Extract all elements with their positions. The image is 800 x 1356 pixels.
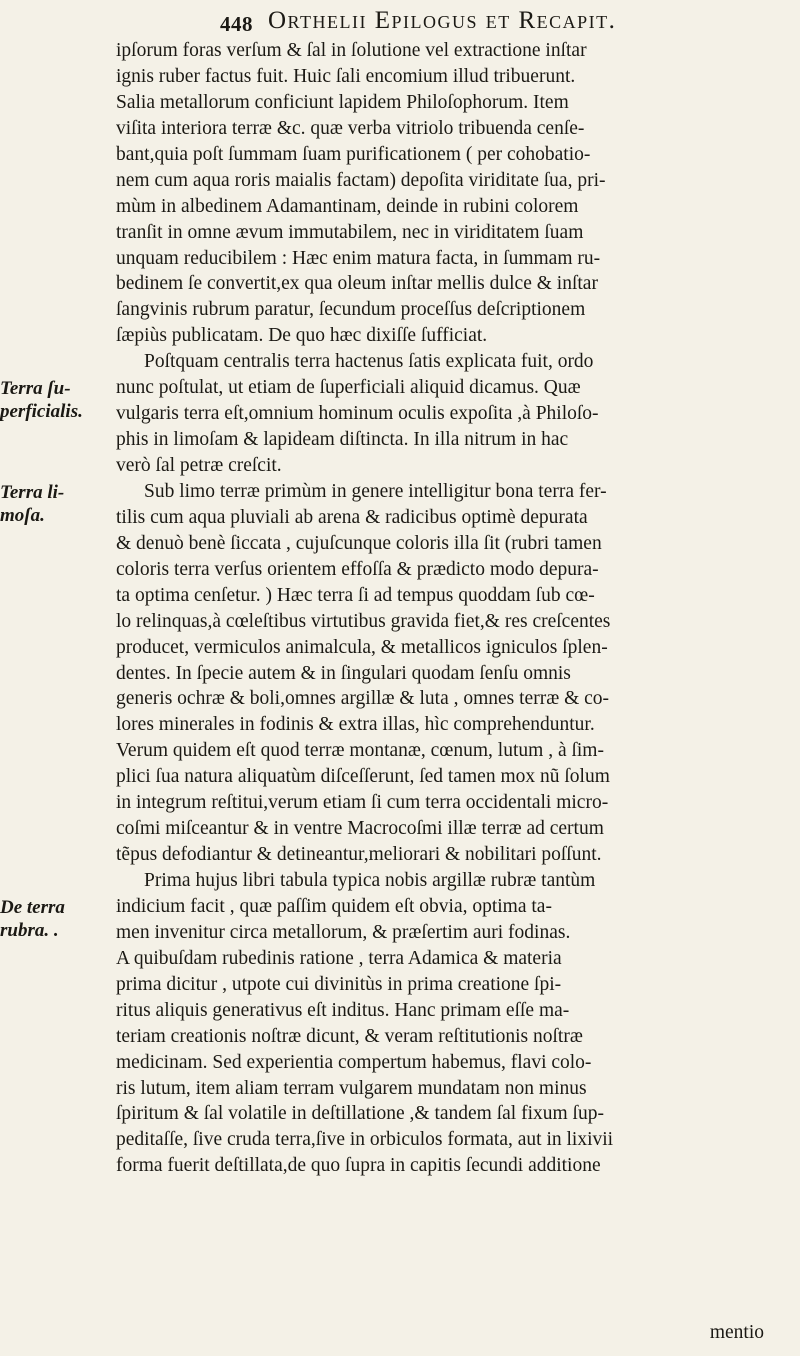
margin-notes xyxy=(0,0,110,1356)
text-line: Salia metallorum conficiunt lapidem Philoſophorum. Item xyxy=(116,91,569,113)
text-line: ſpiritum & ſal volatile in deſtillatione ,& tandem ſal fixum ſup- xyxy=(116,1103,604,1125)
text-line: producet, vermiculos animalcula, & metallicos igniculos ſplen- xyxy=(116,636,608,658)
text-line: coloris terra verſus orientem effoſſa & prædicto modo depura- xyxy=(116,558,599,580)
text-line: A quibuſdam rubedinis ratione , terra Adamica & materia xyxy=(116,947,562,969)
text-line: Verum quidem eſt quod terræ montanæ, cœnum, lutum , à ſim- xyxy=(116,740,604,762)
text-line: teriam creationis noſtræ dicunt, & veram reſtitutionis noſtræ xyxy=(116,1025,583,1047)
text-line: coſmi miſceantur & in ventre Macrocoſmi illæ terræ ad certum xyxy=(116,818,604,840)
text-line: tẽpus defodiantur & detineantur,meliorari & nobilitari poſſunt. xyxy=(116,844,602,866)
text-line: ta optima cenſetur. ) Hæc terra ſi ad tempus quoddam ſub cœ- xyxy=(116,584,595,606)
text-line: verò ſal petræ creſcit. xyxy=(116,455,282,476)
text-line: forma fuerit deſtillata,de quo ſupra in capitis ſecundi additione xyxy=(116,1155,601,1177)
margin-note: Terra li- moſa. xyxy=(0,482,65,527)
text-line: ignis ruber factus fuit. Huic ſali encomium illud tribuerunt. xyxy=(116,65,576,87)
text-line: nunc poſtulat, ut etiam de ſuperficiali aliquid dicamus. Quæ xyxy=(116,377,581,399)
text-line: dentes. In ſpecie autem & in ſingulari quodam ſenſu omnis xyxy=(116,662,571,684)
text-line: tilis cum aqua pluviali ab arena & radicibus optimè depurata xyxy=(116,506,588,528)
text-line: lo relinquas,à cœleſtibus virtutibus gravida fiet,& res creſcentes xyxy=(116,610,611,632)
text-line: lores minerales in fodinis & extra illas, hìc comprehenduntur. xyxy=(116,714,595,736)
text-line: viſita interiora terræ &c. quæ verba vitriolo tribuenda cenſe- xyxy=(116,117,585,139)
text-line: nem cum aqua roris maialis factam) depoſita viriditate ſua, pri- xyxy=(116,169,606,191)
text-line: ſangvinis rubrum paratur, ſecundum proceſſus deſcriptionem xyxy=(116,299,586,321)
text-line: ritus aliquis generativus eſt inditus. Hanc primam eſſe ma- xyxy=(116,999,570,1021)
text-line: plici ſua natura aliquatùm diſceſſerunt, ſed tamen mox nũ ſolum xyxy=(116,766,610,788)
margin-note: Terra ſu- perficialis. xyxy=(0,378,83,423)
text-line: mùm in albedinem Adamantinam, deinde in rubini colorem xyxy=(116,195,579,217)
text-line: Sub limo terræ primùm in genere intelligitur bona terra fer- xyxy=(144,480,607,502)
text-line: bant,quia poſt ſummam ſuam purificationem ( per cohobatio- xyxy=(116,143,591,165)
text-line: & denuò benè ſiccata , cujuſcunque coloris illa ſit (rubri tamen xyxy=(116,532,602,554)
text-line: ris lutum, item aliam terram vulgarem mundatam non minus xyxy=(116,1077,587,1099)
text-line: men invenitur circa metallorum, & præſertim auri fodinas. xyxy=(116,921,571,943)
text-line: in integrum reſtitui,verum etiam ſi cum terra occidentali micro- xyxy=(116,792,609,814)
text-line: medicinam. Sed experientia compertum habemus, flavi colo- xyxy=(116,1051,592,1073)
page-header xyxy=(0,2,800,36)
text-line: peditaſſe, ſive cruda terra,ſive in orbiculos formata, aut in lixivii xyxy=(116,1129,614,1151)
margin-note: De terra rubra. . xyxy=(0,897,65,942)
text-line: bedinem ſe convertit,ex qua oleum inſtar mellis dulce & inſtar xyxy=(116,273,598,295)
text-line: prima dicitur , utpote cui divinitùs in prima creatione ſpi- xyxy=(116,973,562,995)
text-line: phis in limoſam & lapideam diſtincta. In illa nitrum in hac xyxy=(116,429,569,451)
body-text xyxy=(116,38,800,1179)
running-head: Orthelii Epilogus et Recapit. xyxy=(268,7,617,34)
text-line: ſæpiùs publicatam. De quo hæc dixiſſe ſufficiat. xyxy=(116,325,488,347)
text-line: tranſit in omne ævum immutabilem, nec in viriditatem ſuam xyxy=(116,221,584,243)
text-line: generis ochræ & boli,omnes argillæ & luta , omnes terræ & co- xyxy=(116,688,610,710)
text-line: vulgaris terra eſt,omnium hominum oculis expoſita ,à Philoſo- xyxy=(116,403,599,425)
catchword: mentio xyxy=(709,1322,764,1343)
page-number: 448 xyxy=(220,12,253,36)
text-line: ipſorum foras verſum & ſal in ſolutione vel extractione inſtar xyxy=(116,40,587,61)
text-line: unquam reducibilem : Hæc enim matura facta, in ſummam ru- xyxy=(116,247,601,269)
text-line: Prima hujus libri tabula typica nobis argillæ rubræ tantùm xyxy=(144,870,596,891)
text-line: Poſtquam centralis terra hactenus ſatis explicata fuit, ordo xyxy=(144,351,594,373)
text-line: indicium facit , quæ paſſim quidem eſt obvia, optima ta- xyxy=(116,895,552,917)
